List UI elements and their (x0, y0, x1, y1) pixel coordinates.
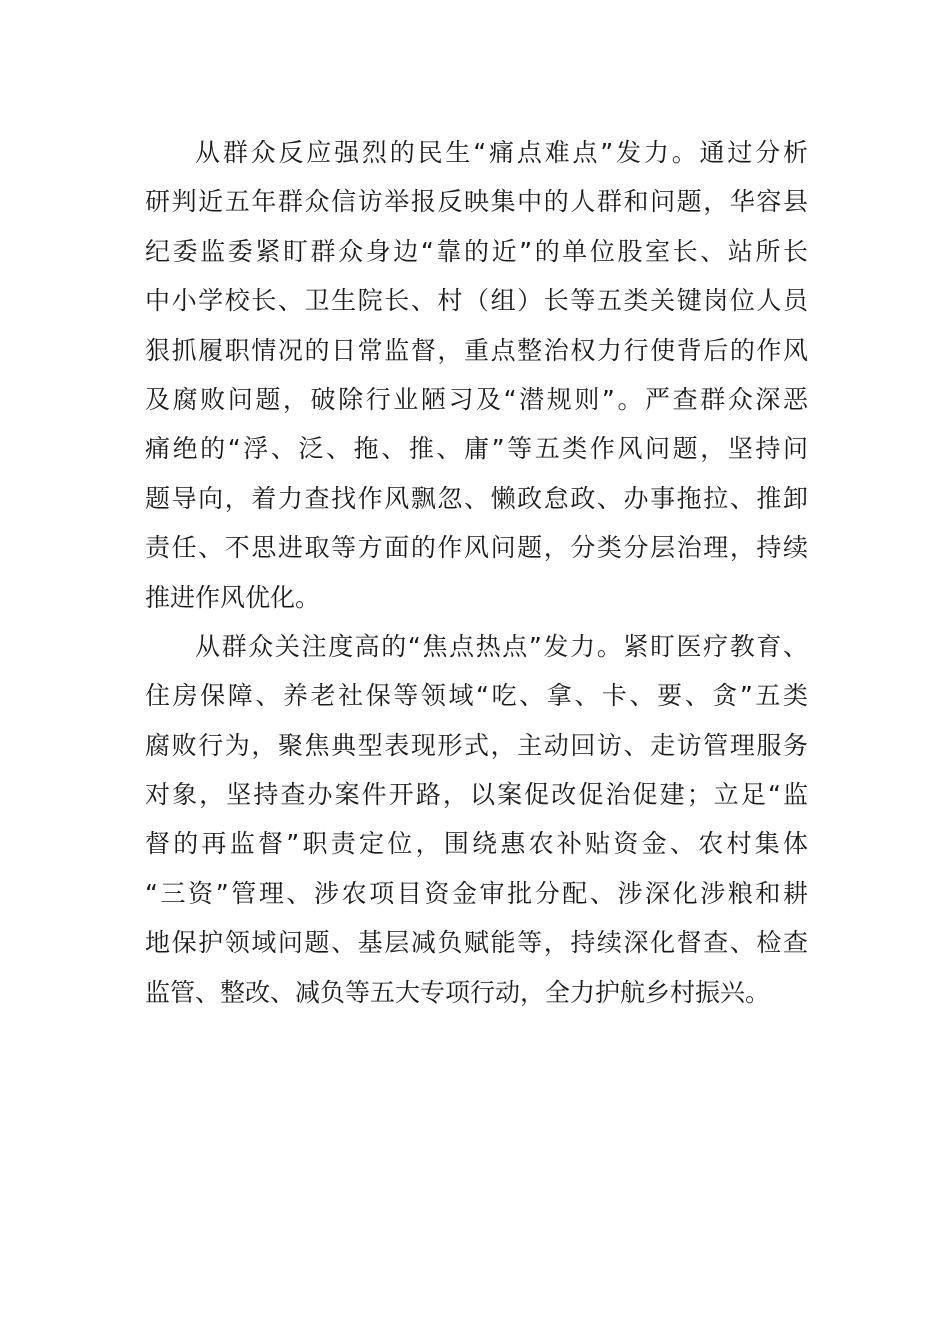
text-line: 从群众反应强烈的民生“痛点难点”发力。通过分析 (195, 138, 808, 167)
text-line: 地保护领域问题、基层减负赋能等，持续深化督查、检查 (145, 928, 808, 958)
text-line: 研判近五年群众信访举报反映集中的人群和问题，华容县 (145, 187, 808, 217)
text-line: 腐败行为，聚焦典型表现形式，主动回访、走访管理服务 (145, 730, 808, 760)
text-line: 监管、整改、减负等五大专项行动，全力护航乡村振兴。 (145, 977, 771, 1007)
text-line: 从群众关注度高的“焦点热点”发力。紧盯医疗教育、 (195, 631, 808, 661)
text-line: 督的再监督”职责定位，围绕惠农补贴资金、农村集体 (145, 829, 808, 859)
document-body (145, 128, 808, 1017)
text-line: 中小学校长、卫生院长、村（组）长等五类关键岗位人员 (145, 286, 808, 316)
text-line: 纪委监委紧盯群众身边“靠的近”的单位股室长、站所长 (145, 236, 808, 266)
text-line: 题导向，着力查找作风飘忽、懒政怠政、办事拖拉、推卸 (145, 483, 808, 513)
text-line: 痛绝的“浮、泛、拖、推、庸”等五类作风问题，坚持问 (145, 434, 808, 464)
text-line: 对象，坚持查办案件开路，以案促改促治促建；立足“监 (145, 780, 808, 810)
paragraph-2 (145, 622, 808, 1017)
text-line: 住房保障、养老社保等领域“吃、拿、卡、要、贪”五类 (145, 681, 808, 711)
paragraph-1 (145, 128, 808, 622)
text-line: 狠抓履职情况的日常监督，重点整治权力行使背后的作风 (145, 335, 808, 365)
text-line: 及腐败问题，破除行业陋习及“潜规则”。严查群众深恶 (145, 384, 808, 414)
text-line: “三资”管理、涉农项目资金审批分配、涉深化涉粮和耕 (145, 878, 808, 908)
text-line: 责任、不思进取等方面的作风问题，分类分层治理，持续 (145, 533, 808, 563)
text-line: 推进作风优化。 (145, 582, 321, 612)
